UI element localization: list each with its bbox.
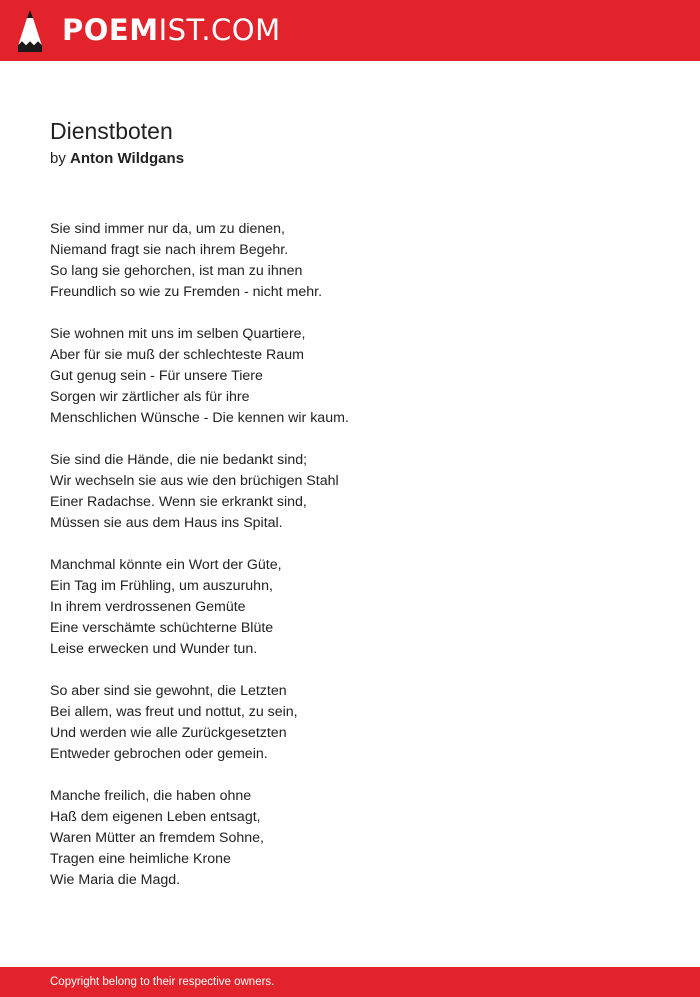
poem-line: Sie sind die Hände, die nie bedankt sind; [50,452,308,468]
stanza [50,324,650,429]
poem-line: Und werden wie alle Zurückgesetzten [50,725,287,741]
logo-light-text: IST.COM [158,13,281,47]
site-header [0,0,700,61]
poem-line: Gut genug sein - Für unsere Tiere [50,368,263,384]
by-label: by [50,150,66,167]
poem-line: In ihrem verdrossenen Gemüte [50,599,246,615]
stanza [50,450,650,534]
stanza [50,681,650,765]
poem-line: Wie Maria die Magd. [50,872,181,888]
poem-line: Entweder gebrochen oder gemein. [50,746,268,762]
poem-line: Bei allem, was freut und nottut, zu sein, [50,704,298,720]
site-logo[interactable] [62,12,281,48]
poem-line: So aber sind sie gewohnt, die Letzten [50,683,287,699]
poem-line: Haß dem eigenen Leben entsagt, [50,809,261,825]
pencil-icon[interactable] [18,10,42,52]
poem-line: Menschlichen Wünsche - Die kennen wir kaum. [50,410,349,426]
poem-line: Aber für sie muß der schlechteste Raum [50,347,304,363]
poem-line: Ein Tag im Frühling, um auszuruhn, [50,578,273,594]
poem-line: Freundlich so wie zu Fremden - nicht mehr. [50,284,323,300]
poem-line: Waren Mütter an fremdem Sohne, [50,830,264,846]
stanza [50,786,650,891]
poem-line: Wir wechseln sie aus wie den brüchigen Stahl [50,473,339,489]
poem-line: Niemand fragt sie nach ihrem Begehr. [50,242,289,258]
poem-line: So lang sie gehorchen, ist man zu ihnen [50,263,303,279]
poem-line: Müssen sie aus dem Haus ins Spital. [50,515,283,531]
poem-byline [50,149,184,169]
poem-body [50,219,650,912]
poem-line: Leise erwecken und Wunder tun. [50,641,258,657]
author-name: Anton Wildgans [70,150,185,167]
poem-line: Tragen eine heimliche Krone [50,851,231,867]
poem-line: Sie wohnen mit uns im selben Quartiere, [50,326,306,342]
site-footer [0,967,700,997]
poem-line: Sie sind immer nur da, um zu dienen, [50,221,285,237]
stanza [50,555,650,660]
copyright-notice: Copyright belong to their respective owners. [50,976,275,988]
poem-line: Manchmal könnte ein Wort der Güte, [50,557,282,573]
logo-bold-text: POEM [62,13,159,47]
poem-line: Eine verschämte schüchterne Blüte [50,620,274,636]
stanza [50,219,650,303]
poem-title: Dienstboten [50,118,173,144]
poem-line: Manche freilich, die haben ohne [50,788,252,804]
poem-line: Sorgen wir zärtlicher als für ihre [50,389,250,405]
poem-line: Einer Radachse. Wenn sie erkrankt sind, [50,494,307,510]
